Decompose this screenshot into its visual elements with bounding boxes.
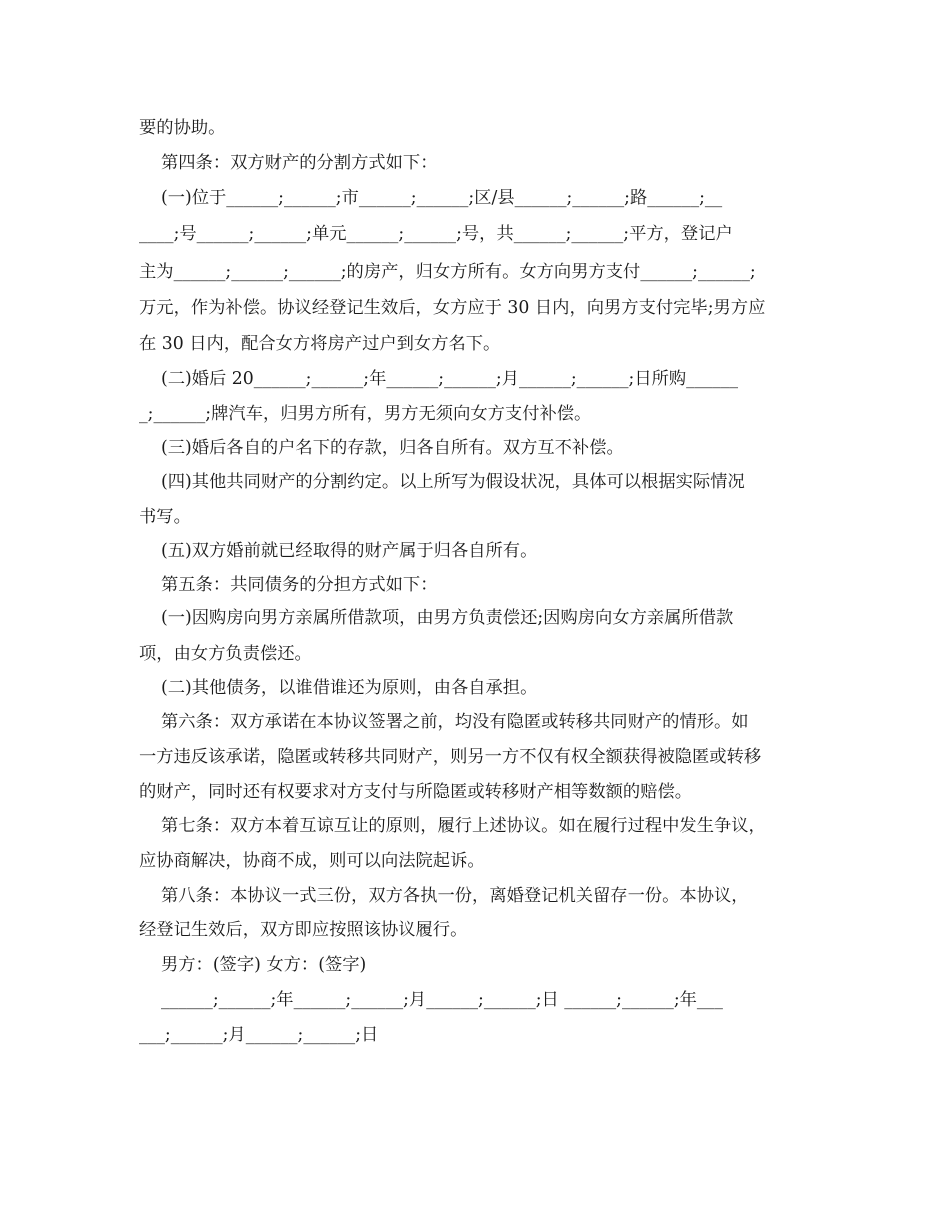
text-line: (二)婚后 20______;______;年______;______;月______;______;日所购______ [139,369,739,389]
text-line: 第四条：双方财产的分割方式如下： [139,153,438,173]
text-line: 一方违反该承诺，隐匿或转移共同财产，则另一方不仅有权全额获得被隐匿或转移 [139,747,762,767]
text-line: (五)双方婚前就已经取得的财产属于归各自所有。 [139,541,538,561]
text-line: 要的协助。 [139,118,226,138]
text-line: _;______;牌汽车，归男方所有，男方无须向女方支付补偿。 [139,404,592,424]
text-line: ____;号______;______;单元______;______;号，共______;______;平方，登记户 [139,224,733,244]
text-line: 在 30 日内，配合女方将房产过户到女方名下。 [139,334,501,354]
date-line: ______;______;年______;______;月______;______;日 ______;______;年___ [139,990,723,1010]
text-line: 书写。 [139,507,191,527]
signature-line: 男方：(签字) 女方：(签字) [139,955,367,975]
text-line: (二)其他债务，以谁借谁还为原则，由各自承担。 [139,678,538,698]
text-line: 主为______;______;______;的房产，归女方所有。女方向男方支付______;______; [139,262,756,282]
text-line: 项，由女方负责偿还。 [139,644,312,664]
text-line: 的财产，同时还有权要求对方支付与所隐匿或转移财产相等数额的赔偿。 [139,782,693,802]
text-line: (一)位于______;______;市______;______;区/县______;______;路______;__ [139,188,723,208]
text-line: (三)婚后各自的户名下的存款，归各自所有。双方互不补偿。 [139,438,624,458]
text-line: 万元，作为补偿。协议经登记生效后，女方应于 30 日内，向男方支付完毕;男方应 [139,298,766,318]
text-line: 第六条：双方承诺在本协议签署之前，均没有隐匿或转移共同财产的情形。如 [139,712,749,732]
text-line: (四)其他共同财产的分割约定。以上所写为假设状况，具体可以根据实际情况 [139,472,745,492]
date-line: ___;______;月______;______;日 [139,1025,379,1045]
text-line: 经登记生效后，双方即应按照该协议履行。 [139,920,468,940]
text-line: 第五条：共同债务的分担方式如下： [139,575,438,595]
text-line: 第七条：双方本着互谅互让的原则，履行上述协议。如在履行过程中发生争议， [139,816,766,836]
text-line: 第八条：本协议一式三份，双方各执一份，离婚登记机关留存一份。本协议， [139,886,749,906]
text-line: 应协商解决，协商不成，则可以向法院起诉。 [139,851,485,871]
text-line: (一)因购房向男方亲属所借款项，由男方负责偿还;因购房向女方亲属所借款 [139,608,734,628]
